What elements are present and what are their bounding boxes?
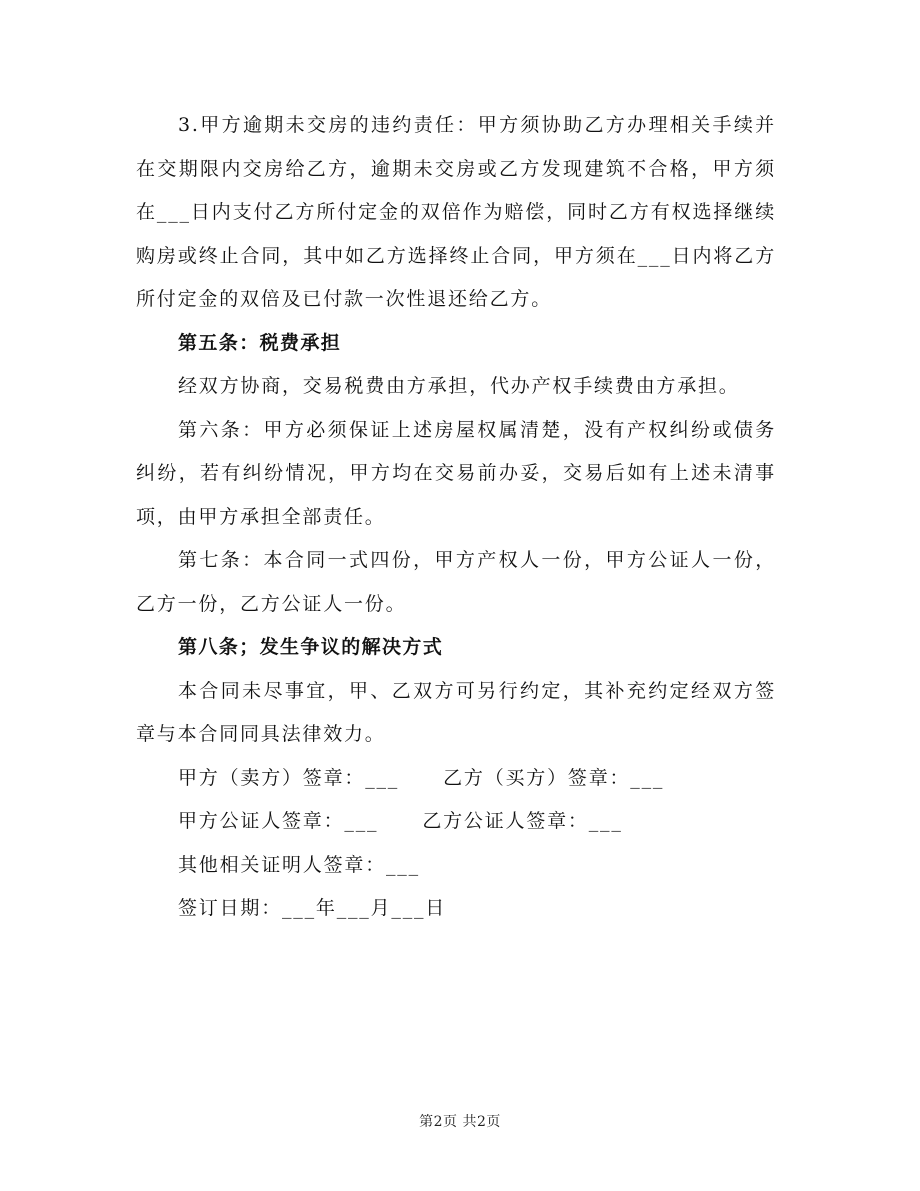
buyer-notary-signature: 乙方公证人签章：___ bbox=[422, 810, 623, 832]
sign-date: 签订日期：___年___月___日 bbox=[178, 897, 447, 919]
seller-notary-signature: 甲方公证人签章：___ bbox=[178, 810, 379, 832]
article-8-text: 本合同未尽事宜，甲、乙双方可另行约定，其补充约定经双方签章与本合同同具法律效力。 bbox=[136, 679, 776, 745]
sign-date-line bbox=[136, 887, 776, 931]
article-8-heading: 第八条；发生争议的解决方式 bbox=[178, 636, 444, 658]
seller-signature: 甲方（卖方）签章：___ bbox=[178, 766, 400, 789]
clause-4-item-3: 3.甲方逾期未交房的违约责任：甲方须协助乙方办理相关手续并在交期限内交房给乙方，逾期未交房或乙方发现建筑不合格，甲方须在___日内支付乙方所付定金的双倍作为赔偿，同时乙方有权选择继续购房或终止合同，其中如乙方选择终止合同，甲方须在___日内将乙方所付定金的双倍及已付款一次性退还给乙方。 bbox=[136, 114, 776, 310]
article-6-text: 第六条：甲方必须保证上述房屋权属清楚，没有产权纠纷或债务纠纷，若有纠纷情况，甲方均在交易前办妥，交易后如有上述未清事项，由甲方承担全部责任。 bbox=[136, 418, 776, 528]
page-number: 第2页 共2页 bbox=[419, 1114, 501, 1130]
article-7-text: 第七条：本合同一式四份，甲方产权人一份，甲方公证人一份，乙方一份，乙方公证人一份。 bbox=[136, 549, 776, 615]
witness-signature-line bbox=[136, 844, 776, 888]
article-5-text: 经双方协商，交易税费由方承担，代办产权手续费由方承担。 bbox=[178, 375, 740, 397]
notary-signature-line bbox=[136, 800, 776, 844]
document-body bbox=[136, 104, 776, 931]
article-5-heading: 第五条：税费承担 bbox=[178, 331, 342, 354]
witness-signature: 其他相关证明人签章：___ bbox=[178, 853, 420, 876]
buyer-signature: 乙方（买方）签章：___ bbox=[443, 766, 665, 789]
party-signature-line bbox=[136, 757, 776, 801]
